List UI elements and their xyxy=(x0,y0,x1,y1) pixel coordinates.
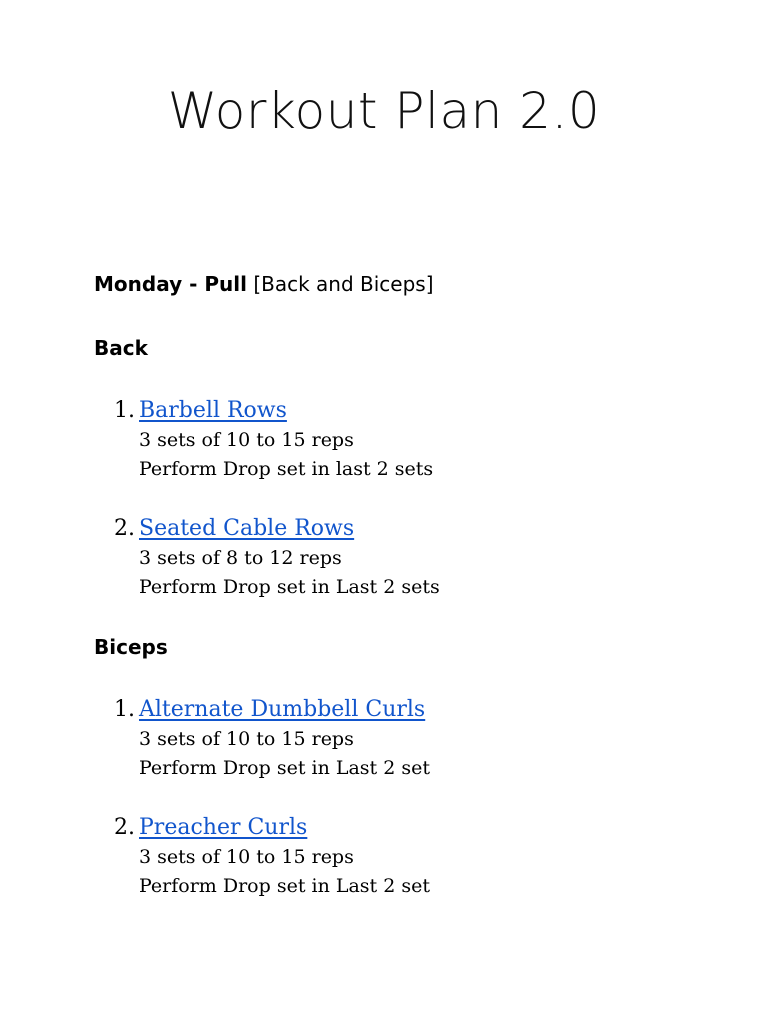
exercise-note: Perform Drop set in Last 2 set xyxy=(139,756,430,779)
exercise-item xyxy=(114,695,714,782)
exercise-link-alternate-dumbbell-curls[interactable]: Alternate Dumbbell Curls xyxy=(139,697,426,722)
exercise-link-preacher-curls[interactable]: Preacher Curls xyxy=(139,815,308,840)
item-number: 1. xyxy=(114,697,135,722)
day-heading-muscles: [Back and Biceps] xyxy=(253,272,434,296)
exercise-note: Perform Drop set in Last 2 sets xyxy=(139,575,440,598)
exercise-item xyxy=(114,813,714,900)
item-number: 1. xyxy=(114,398,135,423)
section-heading-biceps: Biceps xyxy=(94,635,168,659)
day-heading xyxy=(94,270,434,298)
exercise-link-seated-cable-rows[interactable]: Seated Cable Rows xyxy=(139,516,355,541)
exercise-sets: 3 sets of 10 to 15 reps xyxy=(139,429,354,451)
exercise-item xyxy=(114,396,714,483)
exercise-note: Perform Drop set in Last 2 set xyxy=(139,874,430,897)
item-number: 2. xyxy=(114,815,135,840)
exercise-sets: 3 sets of 8 to 12 reps xyxy=(139,547,342,569)
exercise-sets: 3 sets of 10 to 15 reps xyxy=(139,846,354,868)
exercise-note: Perform Drop set in last 2 sets xyxy=(139,457,434,480)
document-title: Workout Plan 2.0 xyxy=(167,82,601,140)
exercise-sets: 3 sets of 10 to 15 reps xyxy=(139,728,354,750)
exercise-item xyxy=(114,514,714,601)
day-heading-strong: Monday - Pull xyxy=(94,272,247,296)
item-number: 2. xyxy=(114,516,135,541)
section-heading-back: Back xyxy=(94,336,148,360)
exercise-link-barbell-rows[interactable]: Barbell Rows xyxy=(139,398,287,423)
